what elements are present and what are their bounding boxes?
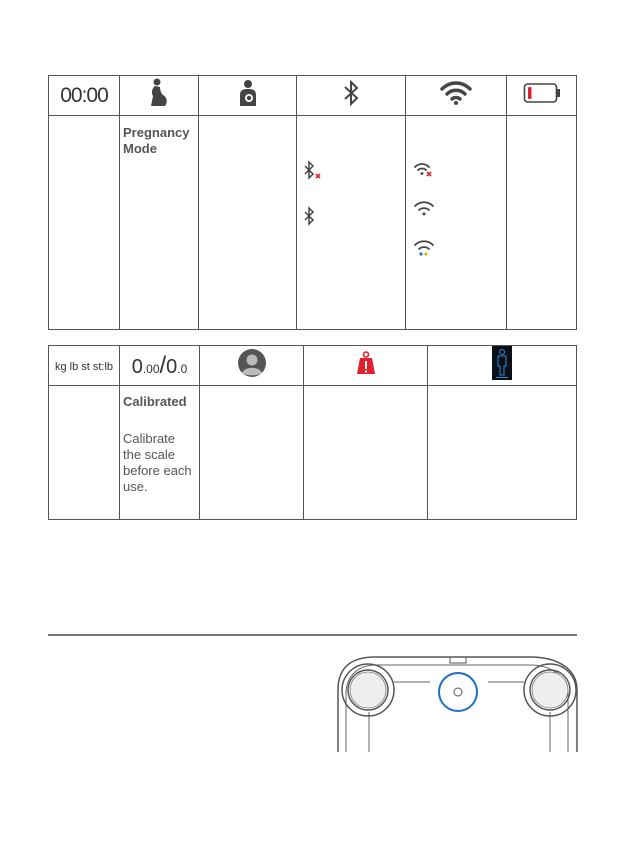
section-divider — [48, 634, 577, 636]
empty-cell — [49, 386, 120, 520]
wifi-icon — [439, 80, 473, 111]
zero-right-decimal: .0 — [177, 361, 188, 376]
status-icon-table — [48, 75, 577, 330]
time-display-cell — [49, 76, 120, 116]
units-cell — [49, 346, 120, 386]
overload-weight-icon — [356, 351, 376, 380]
wifi-disconnected-icon — [414, 162, 436, 183]
pregnancy-mode-label: Pregnancy Mode — [123, 125, 190, 156]
calibrate-instruction: Calibrate the scale before each use. — [123, 431, 192, 494]
body-figure-icon — [492, 346, 512, 385]
scale-function-table — [48, 345, 577, 520]
wifi-states-cell — [406, 116, 507, 330]
calibrated-label: Calibrated — [123, 394, 187, 409]
zero-left-main: 0 — [131, 355, 143, 378]
empty-cell — [304, 386, 428, 520]
pregnancy-header-cell — [120, 76, 199, 116]
bluetooth-connected-icon — [303, 206, 317, 231]
zero-display-cell — [120, 346, 200, 386]
pregnancy-mode-cell — [120, 116, 199, 330]
bluetooth-disconnected-icon — [303, 160, 325, 185]
sensor-highlight — [439, 673, 477, 711]
zero-right-main: 0 — [166, 355, 178, 378]
zero-slash: / — [159, 351, 167, 379]
empty-cell — [507, 116, 577, 330]
empty-cell — [200, 386, 304, 520]
empty-cell — [199, 116, 297, 330]
pregnant-woman-icon — [148, 78, 170, 113]
calibration-cell — [120, 386, 200, 520]
wifi-header-cell — [406, 76, 507, 116]
right-foot-electrode — [524, 664, 576, 716]
empty-cell — [428, 386, 577, 520]
time-display: 00:00 — [60, 83, 108, 107]
weight-header-cell — [304, 346, 428, 386]
battery-header-cell — [507, 76, 577, 116]
body-header-cell — [428, 346, 577, 386]
wifi-connecting-icon — [414, 240, 434, 261]
low-battery-icon — [523, 82, 561, 109]
bluetooth-icon — [343, 79, 359, 112]
user-header-cell — [200, 346, 304, 386]
left-foot-electrode — [342, 664, 394, 716]
wifi-connected-icon — [414, 201, 434, 222]
user-avatar-icon — [237, 348, 267, 383]
scale-diagram — [330, 652, 590, 752]
bluetooth-header-cell — [297, 76, 406, 116]
baby-header-cell — [199, 76, 297, 116]
zero-display — [131, 351, 188, 379]
units-label: kg lb st st:lb — [54, 360, 114, 373]
empty-cell — [49, 116, 120, 330]
bluetooth-states-cell — [297, 116, 406, 330]
parent-with-baby-icon — [235, 79, 261, 112]
zero-left-decimal: .00 — [142, 361, 160, 376]
